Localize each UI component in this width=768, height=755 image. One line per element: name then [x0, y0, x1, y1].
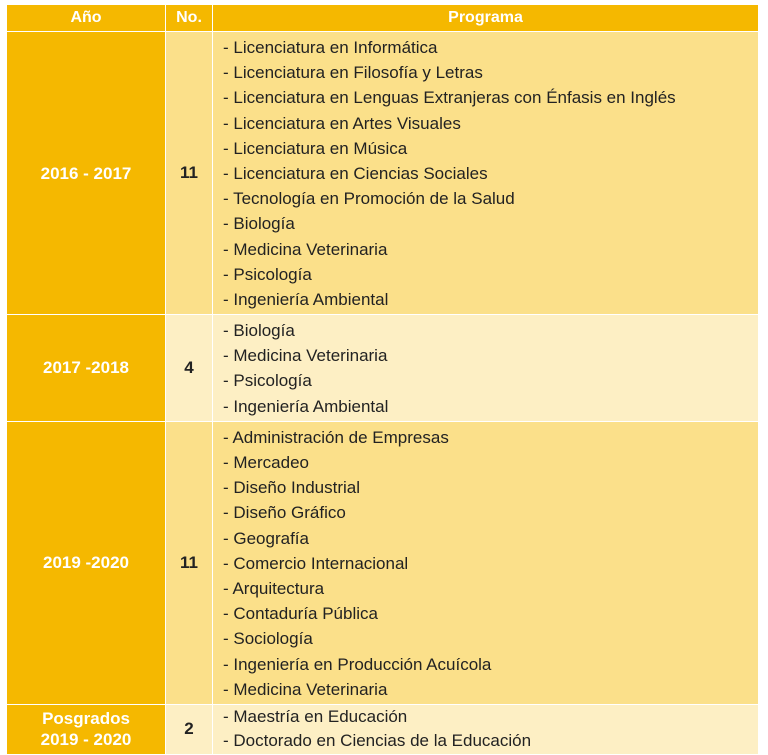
program-list-cell	[213, 315, 759, 422]
program-list	[223, 315, 758, 421]
list-item: - Licenciatura en Artes Visuales	[223, 113, 461, 133]
year-cell: 2016 - 2017	[7, 32, 166, 315]
program-list-cell	[213, 704, 759, 754]
list-item: - Ingeniería en Producción Acuícola	[223, 654, 492, 674]
list-item: - Medicina Veterinaria	[223, 239, 388, 259]
year-cell: 2019 -2020	[7, 421, 166, 704]
list-item: - Tecnología en Promoción de la Salud	[223, 189, 515, 209]
program-list-cell	[213, 32, 759, 315]
list-item: - Administración de Empresas	[223, 427, 449, 447]
program-list-cell	[213, 421, 759, 704]
header-program: Programa	[213, 5, 759, 32]
table-row	[7, 704, 759, 754]
table-row	[7, 421, 759, 704]
header-row	[7, 5, 759, 32]
count-cell: 4	[166, 315, 213, 422]
year-cell: 2017 -2018	[7, 315, 166, 422]
list-item: - Contaduría Pública	[223, 604, 378, 624]
list-item: - Biología	[223, 321, 295, 341]
list-item: - Psicología	[223, 371, 312, 391]
program-list	[223, 705, 758, 753]
list-item: - Medicina Veterinaria	[223, 679, 388, 699]
list-item: - Doctorado en Ciencias de la Educación	[223, 731, 532, 751]
list-item: - Sociología	[223, 629, 313, 649]
list-item: - Biología	[223, 214, 295, 234]
table-row	[7, 32, 759, 315]
list-item: - Diseño Industrial	[223, 478, 361, 498]
list-item: - Licenciatura en Informática	[223, 38, 438, 57]
list-item: - Licenciatura en Música	[223, 138, 408, 158]
list-item: - Diseño Gráfico	[223, 503, 346, 523]
list-item: - Licenciatura en Lenguas Extranjeras con Énfasis en Inglés	[223, 88, 676, 108]
list-item: - Geografía	[223, 528, 309, 548]
programs-table	[6, 4, 759, 755]
year-range: 2019 - 2020	[40, 730, 132, 750]
list-item: - Ingeniería Ambiental	[223, 396, 389, 416]
list-item: - Comercio Internacional	[223, 553, 409, 573]
program-list	[223, 32, 758, 314]
list-item: - Licenciatura en Ciencias Sociales	[223, 163, 488, 183]
table-row	[7, 315, 759, 422]
count-cell: 11	[166, 32, 213, 315]
header-year: Año	[7, 5, 166, 32]
list-item: - Medicina Veterinaria	[223, 346, 388, 366]
list-item: - Maestría en Educación	[223, 707, 408, 727]
list-item: - Licenciatura en Filosofía y Letras	[223, 63, 483, 83]
list-item: - Mercadeo	[223, 453, 309, 472]
header-number: No.	[166, 5, 213, 32]
year-cell	[7, 704, 166, 754]
year-label: Posgrados	[42, 709, 130, 729]
count-cell: 2	[166, 704, 213, 754]
program-list	[223, 422, 758, 704]
list-item: - Ingeniería Ambiental	[223, 289, 389, 309]
list-item: - Arquitectura	[223, 578, 325, 598]
count-cell: 11	[166, 421, 213, 704]
list-item: - Psicología	[223, 264, 312, 284]
